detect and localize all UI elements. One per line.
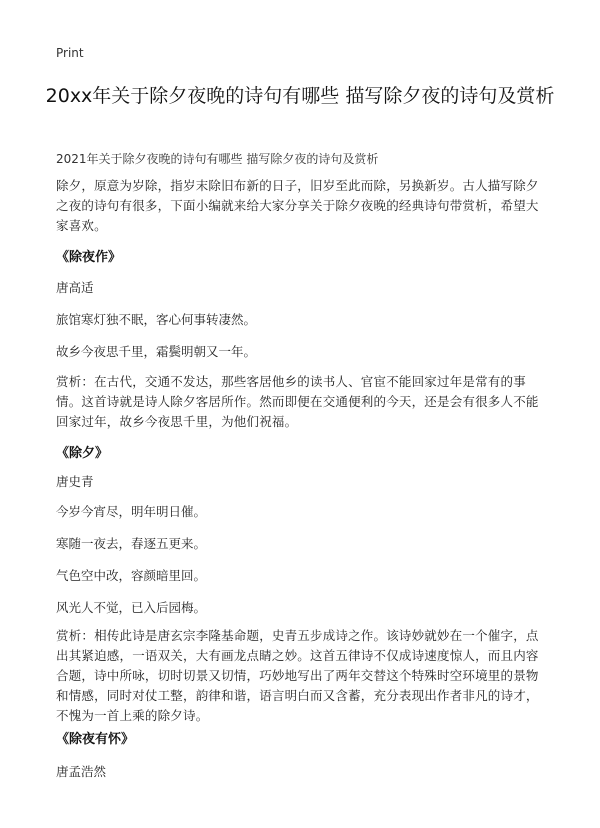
- poem-author: 唐孟浩然: [56, 764, 107, 779]
- page-subtitle: 2021年关于除夕夜晚的诗句有哪些 描写除夕夜的诗句及赏析: [56, 152, 379, 166]
- poem-author: 唐高适: [56, 280, 94, 295]
- poem-heading: 《除夕》: [56, 446, 109, 461]
- poem-line: 风光人不觉，已入后园梅。: [56, 600, 207, 615]
- poem-author: 唐史青: [56, 474, 94, 489]
- intro-paragraph: 除夕，原意为岁除，指岁末除旧布新的日子，旧岁至此而除，另换新岁。古人描写除夕之夜的诗句有很多，下面小编就来给大家分享关于除夕夜晚的经典诗句带赏析，希望大家喜欢。: [56, 178, 539, 233]
- poem-line: 气色空中改，容颜暗里回。: [56, 568, 207, 583]
- poem-line: 今岁今宵尽，明年明日催。: [56, 504, 207, 519]
- poem-heading: 《除夜作》: [56, 250, 122, 265]
- poem-appreciation: 赏析：相传此诗是唐玄宗李隆基命题，史青五步成诗之作。该诗妙就妙在一个催字，点出其紧迫感，一语双关，大有画龙点睛之妙。这首五律诗不仅成诗速度惊人，而且内容合题，诗中所咏，切时切景又切情，巧妙地写出了两年交替这个特殊时空环境里的景物和情感，同时对仗工整，韵律和谐，语言明白而又含蓄，充分表现出作者非凡的诗才，不愧为一首上乘的除夕诗。: [56, 628, 539, 723]
- poem-heading: 《除夜有怀》: [56, 732, 135, 747]
- print-label: Print: [56, 46, 84, 60]
- poem-appreciation: 赏析：在古代，交通不发达，那些客居他乡的读书人、官宦不能回家过年是常有的事情。这首诗就是诗人除夕客居所作。然而即便在交通便利的今天，还是会有很多人不能回家过年，故乡今夜思千里，为他们祝福。: [56, 374, 539, 429]
- page-title: 20xx年关于除夕夜晚的诗句有哪些 描写除夕夜的诗句及赏析: [45, 85, 555, 107]
- poem-line: 旅馆寒灯独不眠，客心何事转凄然。: [56, 312, 257, 327]
- poem-line: 寒随一夜去，春逐五更来。: [56, 536, 207, 551]
- poem-line: 故乡今夜思千里，霜鬓明朝又一年。: [56, 344, 257, 359]
